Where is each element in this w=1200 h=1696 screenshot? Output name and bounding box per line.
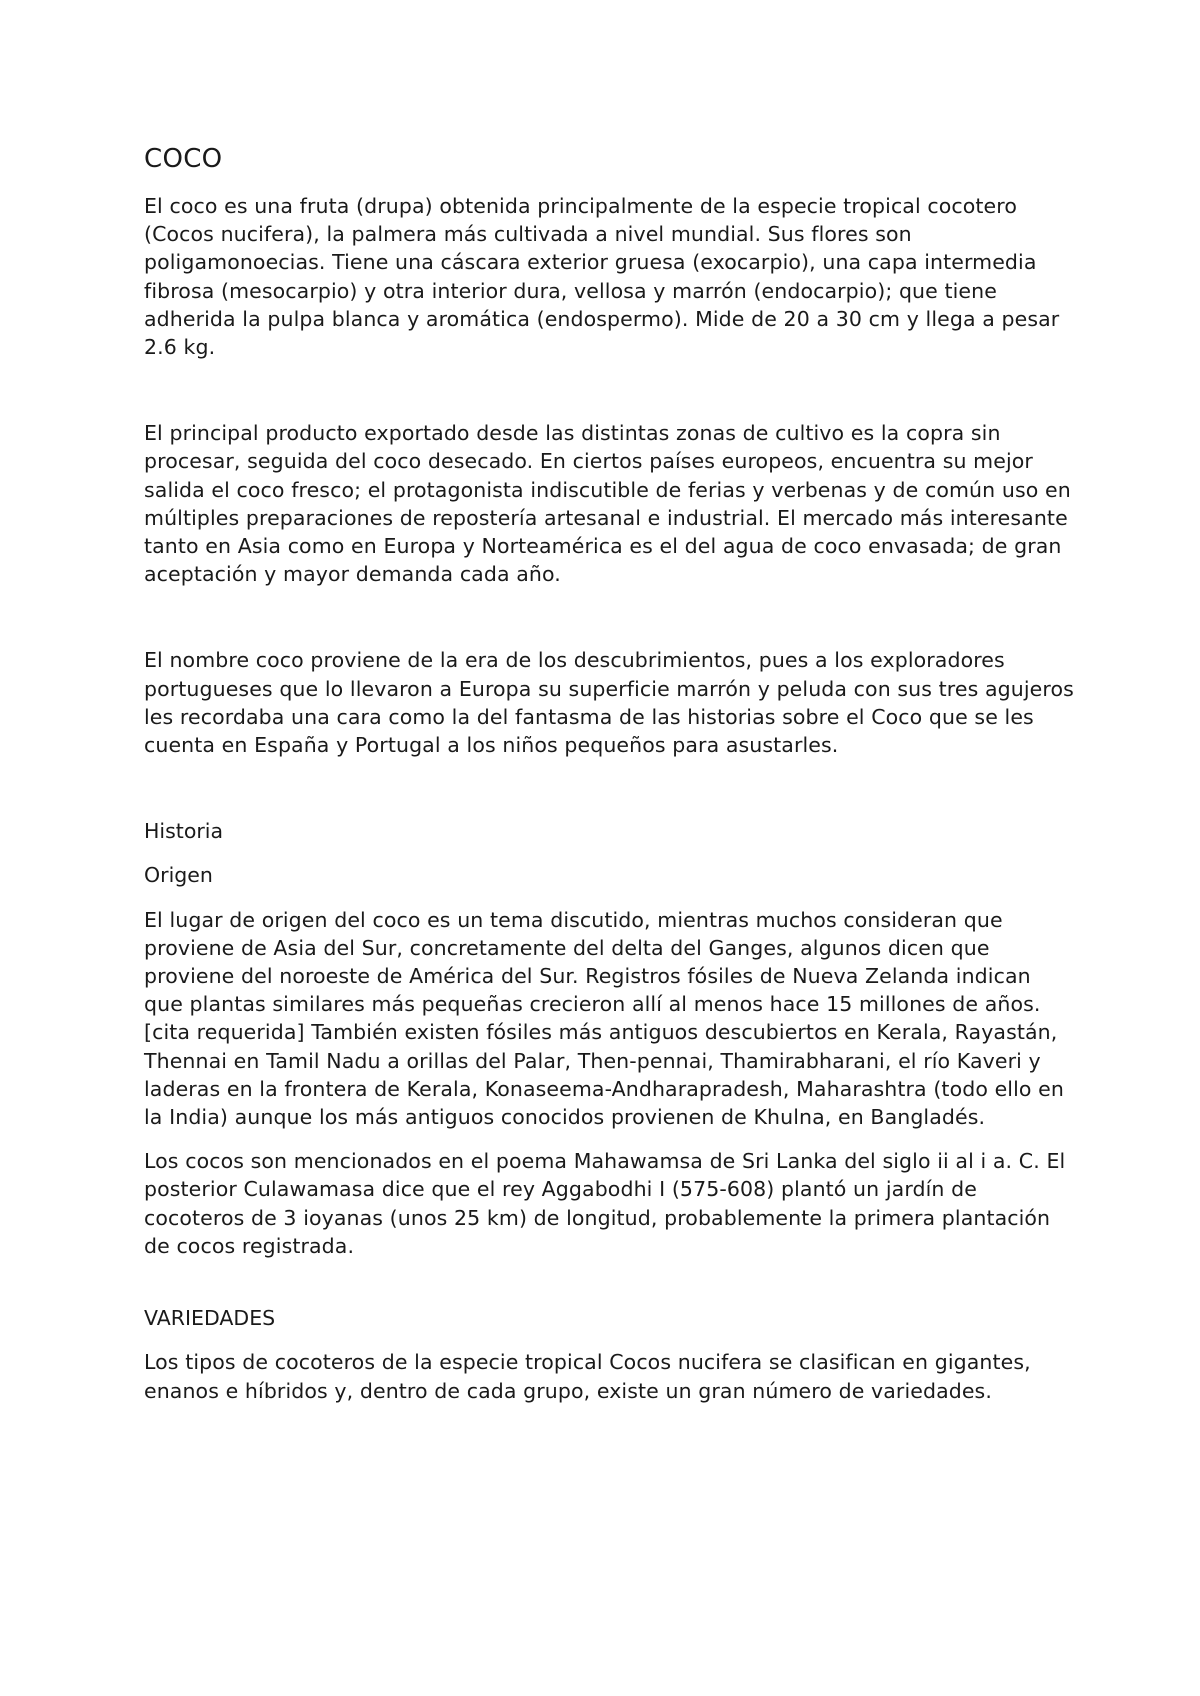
spacer bbox=[144, 1260, 1074, 1304]
spacer bbox=[144, 845, 1074, 861]
spacer bbox=[144, 361, 1074, 419]
section-heading-historia: Historia bbox=[144, 819, 224, 844]
variedades-paragraph: Los tipos de cocoteros de la especie tropical Cocos nucifera se clasifican en gigantes, enanos e híbridos y, dentro de cada grupo, existe un gran número de variedades. bbox=[144, 1350, 1031, 1403]
intro-paragraph-1: El coco es una fruta (drupa) obtenida principalmente de la especie tropical cocotero (Cocos nucifera), la palmera más cultivada a nivel mundial. Sus flores son poligamonoecias. Tiene una cáscara exterior gruesa (exocarpio), una capa intermedia fibrosa (mesocarpio) y otra interior dura, vellosa y marrón (endocarpio); que tiene adherida la pulpa blanca y aromática (endospermo). Mide de 20 a 30 cm y llega a pesar 2.6 kg. bbox=[144, 194, 1060, 360]
spacer bbox=[144, 588, 1074, 646]
spacer bbox=[144, 759, 1074, 817]
intro-paragraph-2: El principal producto exportado desde las distintas zonas de cultivo es la copra sin procesar, seguida del coco desecado. En ciertos países europeos, encuentra su mejor salida el coco fresco; el protagonista indiscutible de ferias y verbenas y de común uso en múltiples preparaciones de repostería artesanal e industrial. El mercado más interesante tanto en Asia como en Europa y Norteamérica es el del agua de coco envasada; de gran aceptación y mayor demanda cada año. bbox=[144, 421, 1071, 587]
spacer bbox=[144, 1131, 1074, 1147]
intro-paragraph-3: El nombre coco proviene de la era de los descubrimientos, pues a los exploradores portugueses que lo llevaron a Europa su superficie marrón y peluda con sus tres agujeros les recordaba una cara como la del fantasma de las historias sobre el Coco que se les cuenta en España y Portugal a los niños pequeños para asustarles. bbox=[144, 648, 1074, 758]
section-heading-variedades: VARIEDADES bbox=[144, 1306, 276, 1331]
historia-paragraph-2: Los cocos son mencionados en el poema Mahawamsa de Sri Lanka del siglo ii al i a. C. El posterior Culawamasa dice que el rey Aggabodhi I (575-608) plantó un jardín de cocoteros de 3 ioyanas (unos 25 km) de longitud, probablemente la primera plantación de cocos registrada. bbox=[144, 1149, 1066, 1258]
spacer bbox=[144, 890, 1074, 906]
subheading-origen: Origen bbox=[144, 863, 213, 888]
document-title: COCO bbox=[144, 144, 223, 174]
spacer bbox=[144, 1332, 1074, 1348]
document-page bbox=[144, 140, 1074, 1405]
historia-paragraph-1: El lugar de origen del coco es un tema discutido, mientras muchos consideran que proviene de Asia del Sur, concretamente del delta del Ganges, algunos dicen que proviene del noroeste de América del Sur. Registros fósiles de Nueva Zelanda indican que plantas similares más pequeñas crecieron allí al menos hace 15 millones de años.[cita requerida] También existen fósiles más antiguos descubiertos en Kerala, Rayastán, Thennai en Tamil Nadu a orillas del Palar, Then-pennai, Thamirabharani, el río Kaveri y laderas en la frontera de Kerala, Konaseema-Andharapradesh, Maharashtra (todo ello en la India) aunque los más antiguos conocidos provienen de Khulna, en Bangladés. bbox=[144, 907, 1064, 1130]
